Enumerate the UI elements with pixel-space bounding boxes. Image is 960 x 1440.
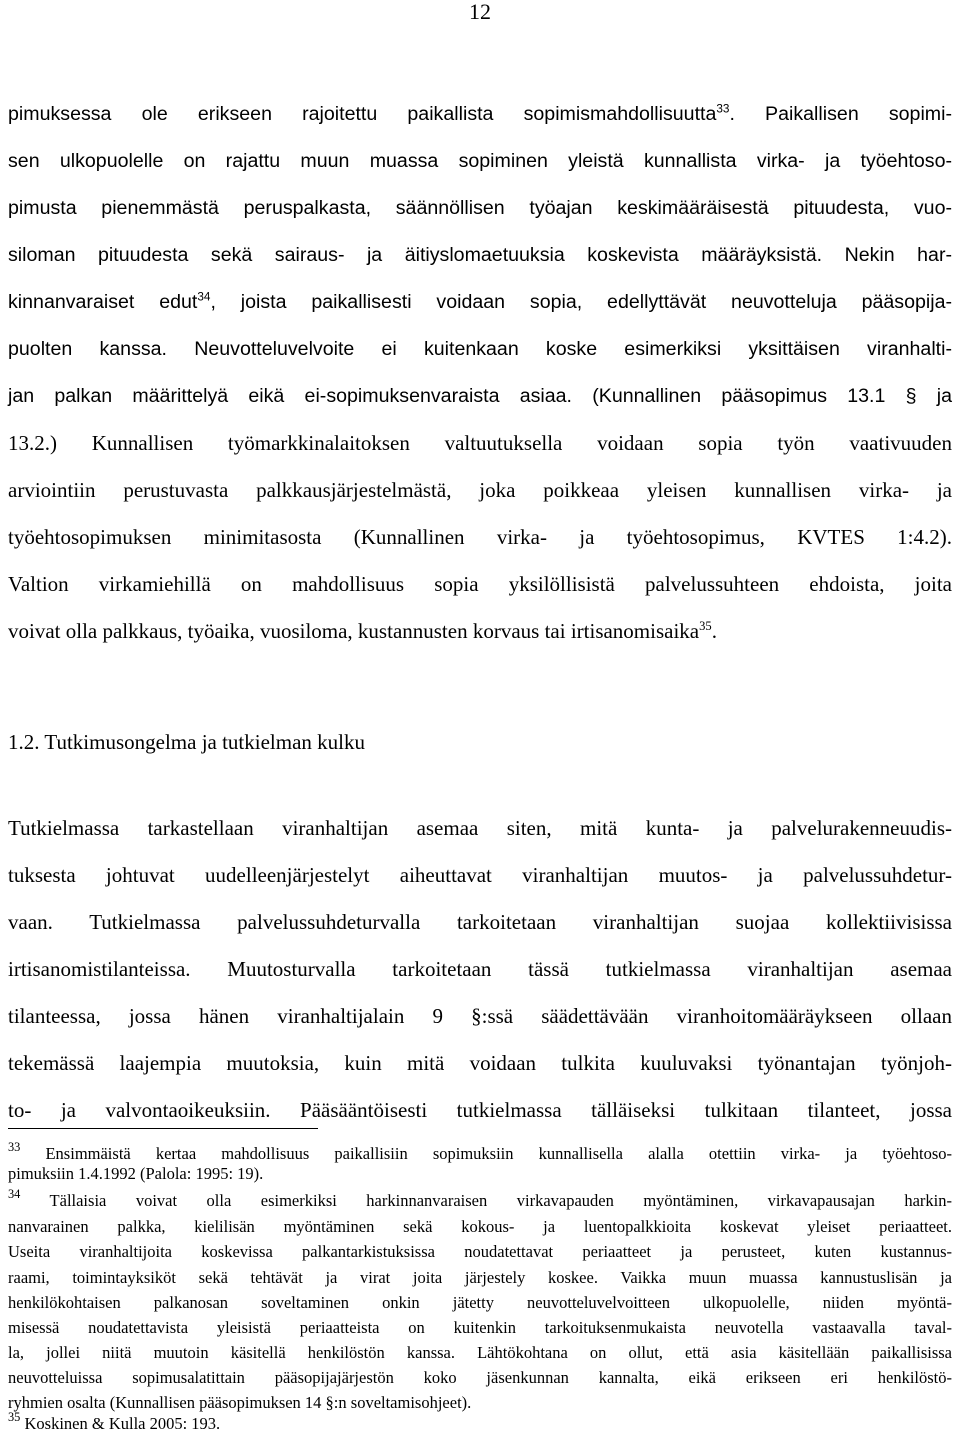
paragraph-line: työehtosopimuksen minimitasosta (Kunnallinen virka- ja työehtosopimus, KVTES 1:4.2). [8, 525, 952, 549]
footnote-34-line: henkilökohtaisen palkanosan soveltaminen onkin jätetty neuvotteluvelvoitteen ulkopuolelle, niiden myöntä- [8, 1293, 952, 1312]
footnote-34-line: nanvarainen palkka, kielilisän myöntäminen sekä kokous- ja luentopalkkioita koskevat yleiset periaatteet. [8, 1217, 952, 1236]
text-run: . [711, 619, 717, 643]
paragraph-line [8, 100, 952, 128]
footnote-ref-33[interactable]: 33 [716, 102, 730, 116]
footnote-34-line: misessä noudatettavista yleisistä periaatteista on kuitenkin tarkoituksenmukaista neuvotella vastaavalla taval- [8, 1318, 952, 1337]
footnote-35 [8, 1409, 952, 1433]
footnote-33-line: pimuksiin 1.4.1992 (Palola: 1995: 19). [8, 1164, 264, 1183]
paragraph-line [8, 288, 952, 316]
footnote-number: 34 [8, 1186, 21, 1201]
footnote-separator [8, 1128, 318, 1129]
footnote-ref-34[interactable]: 34 [197, 290, 211, 304]
paragraph-line: puolten kanssa. Neuvotteluvelvoite ei kuitenkaan koske esimerkiksi yksittäisen viranhalti- [8, 338, 952, 360]
footnote-text: Koskinen & Kulla 2005: 193. [20, 1414, 221, 1433]
section-heading: 1.2. Tutkimusongelma ja tutkielman kulku [8, 730, 365, 754]
paragraph-line: tekemässä laajempia muutoksia, kuin mitä voidaan tulkita kuuluvaksi työnantajan työnjoh- [8, 1051, 952, 1075]
footnote-34-line: ryhmien osalta (Kunnallisen pääsopimuksen 14 §:n soveltamisohjeet). [8, 1393, 472, 1412]
paragraph-line: 13.2.) Kunnallisen työmarkkinalaitoksen valtuutuksella voidaan sopia työn vaativuuden [8, 431, 952, 455]
footnote-text: Tällaisia voivat olla esimerkiksi harkinnanvaraisen virkavapauden myöntäminen, virkavapausajan harkin- [20, 1191, 952, 1210]
paragraph-line: Valtion virkamiehillä on mahdollisuus sopia yksilöllisistä palvelussuhteen ehdoista, joita [8, 572, 952, 596]
paragraph-line: jan palkan määrittelyä eikä ei-sopimuksenvaraista asiaa. (Kunnallinen pääsopimus 13.1 § ja [8, 385, 952, 407]
footnote-ref-35[interactable]: 35 [699, 618, 712, 633]
paragraph-line: irtisanomistilanteissa. Muutosturvalla tarkoitetaan tässä tutkielmassa viranhaltijan asemaa [8, 957, 952, 981]
footnote-34-line: neuvotteluissa sopimusalatittain pääsopijajärjestön koko jäsenkunnan kannalta, eikä erikseen eri henkilöstö- [8, 1368, 952, 1387]
text-run: voivat olla palkkaus, työaika, vuosiloma, kustannusten korvaus tai irtisanomisaika [8, 619, 700, 643]
text-run: . Paikallisen sopimi- [729, 103, 953, 125]
paragraph-line: tilanteessa, jossa hänen viranhaltijalain 9 §:ssä säädettävään viranhoitomääräykseen ollaan [8, 1004, 952, 1028]
footnote-34-line: raami, toimintayksiköt sekä tehtävät ja virat joita järjestely koskee. Vaikka muun muassa kannustuslisän ja [8, 1268, 952, 1287]
text-run: kinnanvaraiset edut [8, 291, 198, 313]
footnote-number: 33 [8, 1139, 21, 1154]
text-run: pimuksessa ole erikseen rajoitettu paikallista sopimismahdollisuutta [8, 103, 717, 125]
paragraph-line: siloman pituudesta sekä sairaus- ja äitiyslomaetuuksia koskevista määräyksistä. Nekin har- [8, 244, 952, 266]
paragraph-line [8, 617, 952, 645]
footnote-34 [8, 1186, 952, 1210]
footnote-text: Ensimmäistä kertaa mahdollisuus paikallisiin sopimuksiin kunnallisella alalla otettiin virka- ja työehtoso- [20, 1144, 952, 1163]
paragraph-line: to- ja valvontaoikeuksiin. Pääsääntöisesti tutkielmassa tälläiseksi tulkitaan tilanteet, jossa [8, 1098, 952, 1122]
footnote-number: 35 [8, 1409, 21, 1424]
paragraph-line: Tutkielmassa tarkastellaan viranhaltijan asemaa siten, mitä kunta- ja palvelurakenneuudis- [8, 816, 952, 840]
footnote-34-line: Useita viranhaltijoita koskevissa palkantarkistuksissa noudatettavat periaatteet ja perusteet, kuten kustannus- [8, 1242, 952, 1261]
paragraph-line: tuksesta johtuvat uudelleenjärjestelyt aiheuttavat viranhaltijan muutos- ja palvelussuhdetur- [8, 863, 952, 887]
footnote-33 [8, 1139, 952, 1163]
paragraph-line: sen ulkopuolelle on rajattu muun muassa sopiminen yleistä kunnallista virka- ja työehtoso- [8, 150, 952, 172]
paragraph-line: vaan. Tutkielmassa palvelussuhdeturvalla tarkoitetaan viranhaltijan suojaa kollektiivisissa [8, 910, 952, 934]
page-number: 12 [469, 0, 491, 24]
paragraph-line: pimusta pienemmästä peruspalkasta, säännöllisen työajan keskimääräisestä pituudesta, vuo- [8, 197, 952, 219]
footnote-34-line: la, jollei niitä muutoin käsitellä henkilöstön kanssa. Lähtökohtana on ollut, että asia käsitellään paikallisissa [8, 1343, 952, 1362]
text-run: , joista paikallisesti voidaan sopia, edellyttävät neuvotteluja pääsopija- [210, 291, 952, 313]
paragraph-line: arviointiin perustuvasta palkkausjärjestelmästä, joka poikkeaa yleisen kunnallisen virka- ja [8, 478, 952, 502]
